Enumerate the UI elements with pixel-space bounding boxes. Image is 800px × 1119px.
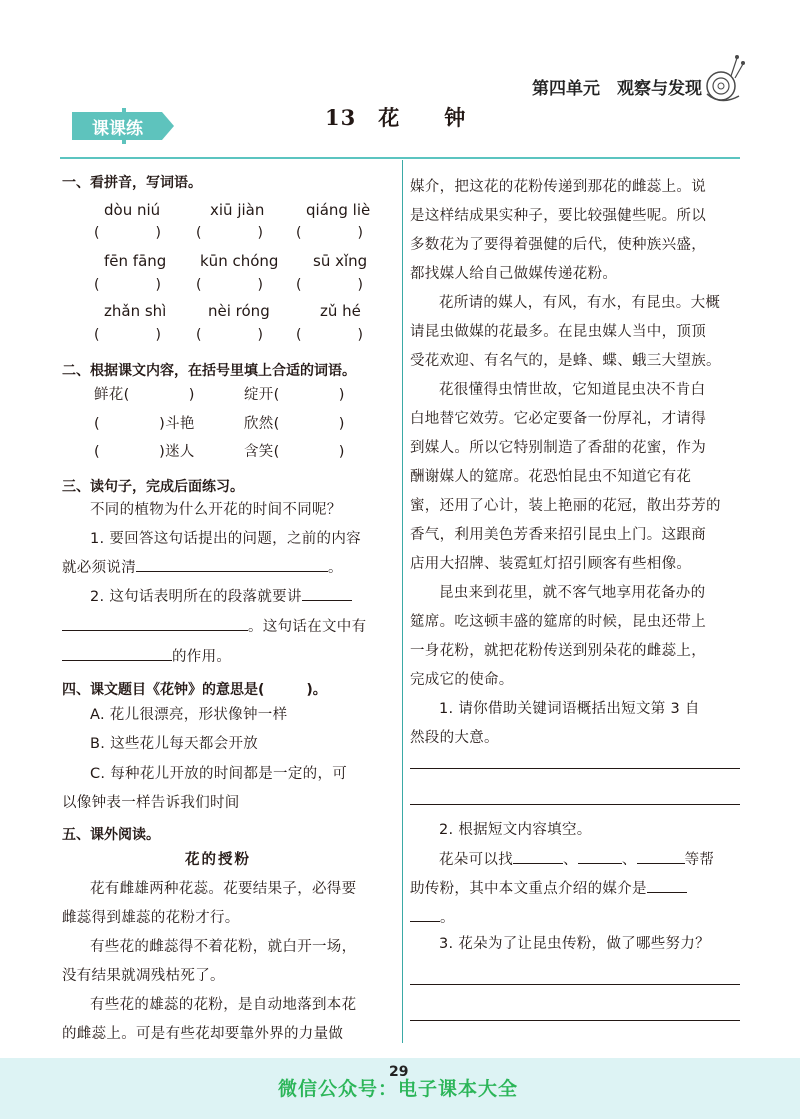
s3-question-2-line-c [62, 645, 231, 666]
article-line: 多数花为了要得着强健的后代，使种族兴盛， [410, 237, 706, 253]
answer-line[interactable] [410, 1020, 740, 1021]
answer-paren[interactable]: ( ) [296, 277, 363, 293]
article-line: 雌蕊得到雄蕊的花粉才行。 [62, 910, 240, 926]
s3-question-2-line-a [90, 585, 352, 606]
pinyin-6: sū xǐng [313, 252, 368, 270]
answer-paren[interactable]: ( ) [196, 225, 263, 241]
article-line: 都找媒人给自己做媒传递花粉。 [410, 266, 618, 282]
snail-decoration-icon [701, 50, 745, 108]
section-2-title: 二、根据课文内容，在括号里填上合适的词语。 [62, 363, 356, 379]
option-c[interactable]: C. 每种花儿开放的时间都是一定的，可 [90, 766, 348, 782]
s3-q2-text-c: 的作用。 [172, 649, 232, 665]
column-divider [402, 160, 403, 1043]
s3-q2-text: 2. 这句话表明所在的段落就要讲 [90, 589, 302, 605]
article-line: 花所请的媒人，有风，有水，有昆虫。大概 [439, 295, 721, 311]
lesson-title: 13 花 钟 [325, 105, 467, 130]
pinyin-2: xiū jiàn [210, 201, 265, 219]
answer-line[interactable] [410, 804, 740, 805]
s5-q2-text-end: 等帮 [684, 852, 715, 868]
fill-item[interactable]: 绽开( ) [244, 387, 345, 403]
s3-question-1-line-a: 1. 要回答这句话提出的问题，之前的内容 [90, 531, 361, 547]
s5-q2-separator: 、 [563, 852, 578, 868]
s5-question-2: 2. 根据短文内容填空。 [439, 822, 592, 838]
s3-q1-end: 。 [328, 560, 343, 576]
s5-question-3: 3. 花朵为了让昆虫传粉，做了哪些努力？ [439, 936, 710, 952]
article-line: 香气，利用美色芳香来招引昆虫上门。这跟商 [410, 527, 706, 543]
article-line: 昆虫来到花里，就不客气地享用花备办的 [439, 585, 706, 601]
article-line: 蜜，还用了心计，装上艳丽的花冠，散出芬芳的 [410, 498, 721, 514]
lesson-tag-label: 课课练 [92, 119, 143, 139]
article-title: 花的授粉 [185, 852, 251, 868]
answer-line[interactable] [410, 984, 740, 985]
article-line: 一身花粉，就把花粉传送到别朵花的雌蕊上， [410, 643, 706, 659]
fill-item[interactable]: 欣然( ) [244, 416, 345, 432]
option-a[interactable]: A. 花儿很漂亮，形状像钟一样 [90, 707, 288, 723]
s3-question-1-line-b [62, 556, 343, 577]
unit-title: 第四单元 观察与发现 [532, 79, 702, 99]
question-sentence: 不同的植物为什么开花的时间不同呢？ [90, 502, 342, 518]
header-rule [60, 157, 740, 159]
answer-paren[interactable]: ( ) [94, 327, 161, 343]
article-line: 完成它的使命。 [410, 672, 514, 688]
answer-blank[interactable] [136, 557, 328, 572]
pinyin-4: fēn fāng [104, 252, 167, 270]
section-1-title: 一、看拼音，写词语。 [62, 175, 202, 191]
answer-blank[interactable] [637, 849, 685, 864]
page-number: 29 [389, 1064, 409, 1080]
s5-q2-text-a: 花朵可以找 [439, 852, 513, 868]
answer-blank[interactable] [410, 907, 440, 922]
fill-item[interactable]: 鲜花( ) [94, 387, 195, 403]
answer-blank[interactable] [62, 616, 248, 631]
answer-paren[interactable]: ( ) [296, 327, 363, 343]
article-line: 花很懂得虫情世故，它知道昆虫决不肯白 [439, 382, 706, 398]
article-line: 有些花的雌蕊得不着花粉，就白开一场， [90, 939, 357, 955]
s5-question-2-line-b [410, 877, 687, 898]
pinyin-8: nèi róng [208, 302, 270, 320]
s3-q2-text-b: 。这句话在文中有 [248, 619, 367, 635]
answer-line[interactable] [410, 768, 740, 769]
section-5-title: 五、课外阅读。 [62, 827, 160, 843]
article-line: 是这样结成果实种子，要比较强健些呢。所以 [410, 208, 706, 224]
article-line: 媒介，把这花的花粉传递到那花的雌蕊上。说 [410, 179, 706, 195]
s5-question-1-line-a: 1. 请你借助关键词语概括出短文第 3 自 [439, 701, 700, 717]
watermark-text: 微信公众号：电子课本大全 [278, 1078, 519, 1100]
s5-question-2-line-c [410, 906, 455, 927]
article-line: 到媒人。所以它特别制造了香甜的花蜜，作为 [410, 440, 706, 456]
answer-blank[interactable] [647, 878, 687, 893]
answer-blank[interactable] [302, 586, 352, 601]
answer-paren[interactable]: ( ) [94, 277, 161, 293]
pinyin-5: kūn chóng [200, 252, 279, 270]
fill-item[interactable]: ( )斗艳 [94, 416, 195, 432]
article-line: 花有雌雄两种花蕊。花要结果子，必得要 [90, 881, 357, 897]
answer-paren[interactable]: ( ) [196, 327, 263, 343]
answer-paren[interactable]: ( ) [296, 225, 363, 241]
article-line: 受花欢迎、有名气的，是蜂、蝶、蛾三大望族。 [410, 353, 721, 369]
option-b[interactable]: B. 这些花儿每天都会开放 [90, 736, 259, 752]
s5-q2-separator: 、 [621, 852, 637, 868]
article-line: 筵席。吃这顿丰盛的筵席的时候，昆虫还带上 [410, 614, 706, 630]
answer-paren[interactable]: ( ) [196, 277, 263, 293]
pinyin-9: zǔ hé [320, 302, 361, 320]
s5-q2-text-b: 助传粉，其中本文重点介绍的媒介是 [410, 881, 647, 897]
section-4-title: 四、课文题目《花钟》的意思是( )。 [62, 682, 327, 698]
s3-question-2-line-b [62, 615, 366, 636]
pinyin-3: qiáng liè [306, 201, 371, 219]
article-line: 有些花的雄蕊的花粉，是自动地落到本花 [90, 997, 357, 1013]
article-line: 店用大招牌、装霓虹灯招引顾客有些相像。 [410, 556, 692, 572]
article-line: 酬谢媒人的筵席。花恐怕昆虫不知道它有花 [410, 469, 692, 485]
s3-q1-text: 就必须说清 [62, 560, 136, 576]
article-line: 没有结果就凋残枯死了。 [62, 968, 225, 984]
pinyin-1: dòu niú [104, 201, 161, 219]
pinyin-7: zhǎn shì [104, 302, 167, 320]
article-line: 请昆虫做媒的花最多。在昆虫媒人当中，顶顶 [410, 324, 706, 340]
fill-item[interactable]: 含笑( ) [244, 444, 345, 460]
answer-blank[interactable] [513, 849, 563, 864]
article-line: 白地替它效劳。它必定要备一份厚礼，才请得 [410, 411, 706, 427]
section-3-title: 三、读句子，完成后面练习。 [62, 479, 244, 495]
answer-blank[interactable] [578, 849, 622, 864]
answer-paren[interactable]: ( ) [94, 225, 161, 241]
s5-question-2-line-a [439, 848, 714, 869]
s5-question-1-line-b: 然段的大意。 [410, 730, 499, 746]
article-line: 的雌蕊上。可是有些花却要靠外界的力量做 [62, 1026, 344, 1042]
option-c-continued: 以像钟表一样告诉我们时间 [62, 795, 240, 811]
s5-q2-text-c: 。 [440, 910, 455, 926]
answer-blank[interactable] [62, 646, 172, 661]
fill-item[interactable]: ( )迷人 [94, 444, 195, 460]
